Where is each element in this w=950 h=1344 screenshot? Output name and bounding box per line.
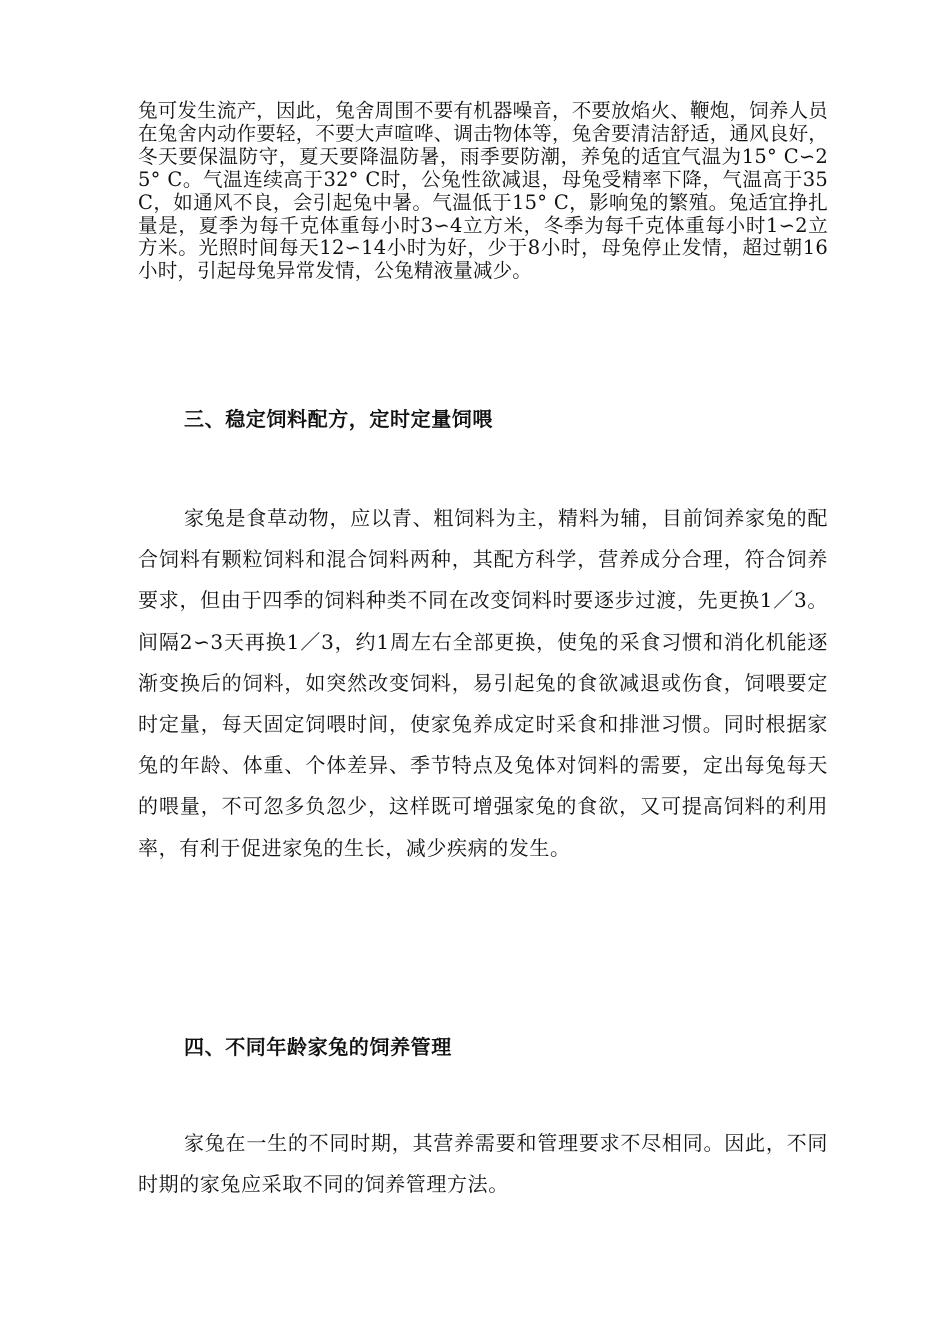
paragraph-environment-conditions: 兔可发生流产，因此，兔舍周围不要有机器噪音，不要放焰火、鞭炮，饲养人员在兔舍内动作要轻，不要大声喧哗、调击物体等，兔舍要清洁舒适，通风良好，冬天要保温防守，夏天要降温防暑，雨季要防潮，养兔的适宜气温为15° C∽25° C。气温连续高于32° C时，公兔性欲减退，母兔受精率下降，气温高于35C，如通风不良，会引起兔中暑。气温低于15° C，影响兔的繁殖。兔适宜挣扎量是，夏季为每千克体重每小时3∽4立方米，冬季为每千克体重每小时1∽2立方米。光照时间每天12∽14小时为好，少于8小时，母兔停止发情，超过朝16小时，引起母兔异常发情，公兔精液量减少。 — [138, 99, 828, 283]
section-heading-age-management: 四、不同年龄家兔的饲养管理 — [184, 1035, 452, 1059]
paragraph-age-management: 家兔在一生的不同时期，其营养需要和管理要求不尽相同。因此，不同时期的家兔应采取不同的饲养管理方法。 — [138, 1131, 828, 1197]
section-heading-feed-formula: 三、稳定饲料配方，定时定量饲喂 — [184, 407, 493, 431]
paragraph-feed-formula: 家兔是食草动物，应以青、粗饲料为主，精料为辅，目前饲养家兔的配合饲料有颗粒饲料和混合饲料两种，其配方科学，营养成分合理，符合饲养要求，但由于四季的饲料种类不同在改变饲料时要逐步过渡，先更换1／3。间隔2∽3天再换1／3，约1周左右全部更换，使兔的采食习惯和消化机能逐渐变换后的饲料，如突然改变饲料，易引起兔的食欲减退或伤食，饲喂要定时定量，每天固定饲喂时间，使家兔养成定时采食和排泄习惯。同时根据家兔的年龄、体重、个体差异、季节特点及兔体对饲料的需要，定出每兔每天的喂量，不可忽多负忽少，这样既可增强家兔的食欲，又可提高饲料的利用率，有利于促进家兔的生长，减少疾病的发生。 — [138, 506, 828, 860]
